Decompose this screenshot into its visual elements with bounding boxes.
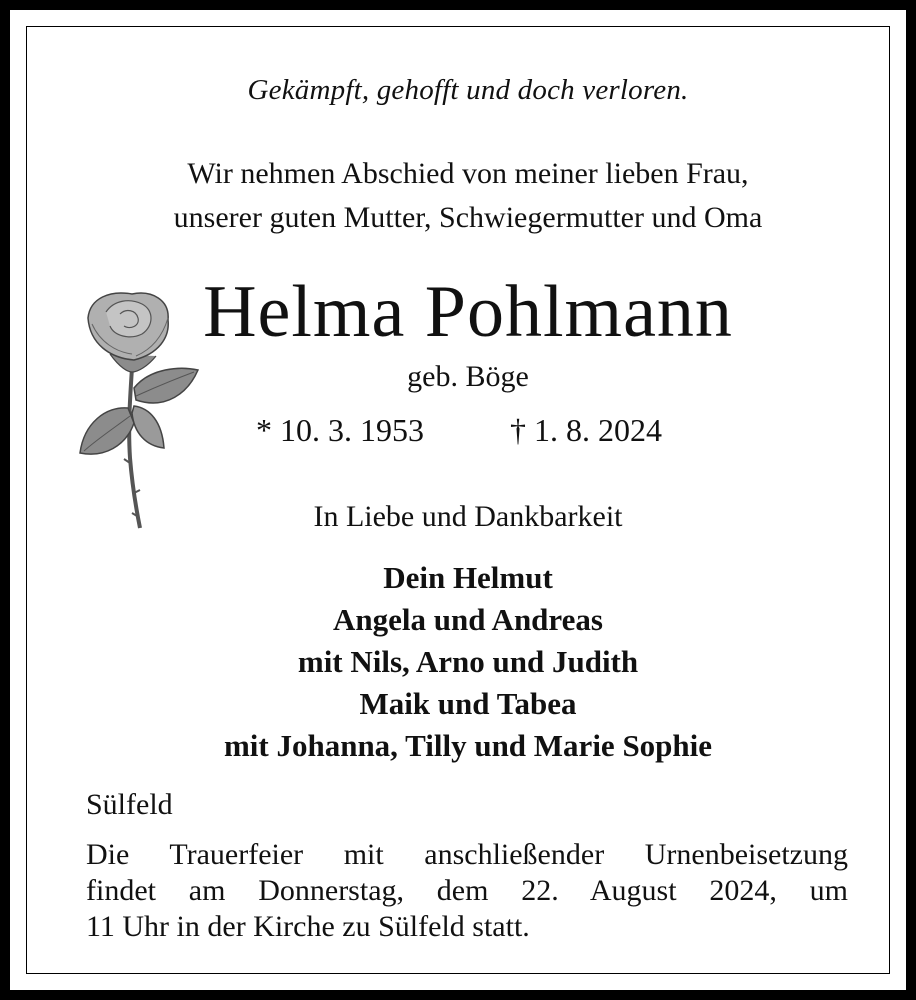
notice-line-3: 11 Uhr in der Kirche zu Sülfeld statt. [86, 910, 530, 943]
family-member: Angela und Andreas [333, 602, 603, 637]
notice-line-1: Die Trauerfeier mit anschließender Urnenbeisetzung [86, 838, 848, 871]
family-member: mit Johanna, Tilly und Marie Sophie [223, 728, 713, 763]
birth-name: geb. Böge [407, 360, 529, 393]
funeral-notice [86, 837, 848, 945]
intro-line-1: Wir nehmen Abschied von meiner lieben Frau, [187, 157, 749, 190]
family-member: Maik und Tabea [359, 686, 577, 721]
intro-line-2: unserer guten Mutter, Schwiegermutter und Oma [173, 201, 763, 234]
family-member: mit Nils, Arno und Judith [297, 644, 639, 679]
place-name: Sülfeld [86, 788, 173, 821]
notice-line-2: findet am Donnerstag, dem 22. August 2024, um [86, 874, 848, 907]
family-list [10, 557, 916, 767]
deceased-name: Helma Pohlmann [203, 271, 733, 353]
birth-date: * 10. 3. 1953 [256, 412, 424, 448]
family-member: Dein Helmut [383, 560, 553, 595]
motto: Gekämpft, gehofft und doch verloren. [247, 74, 689, 106]
intro-text [10, 152, 916, 240]
closing-line: In Liebe und Dankbarkeit [313, 500, 623, 533]
death-date: † 1. 8. 2024 [510, 412, 662, 448]
